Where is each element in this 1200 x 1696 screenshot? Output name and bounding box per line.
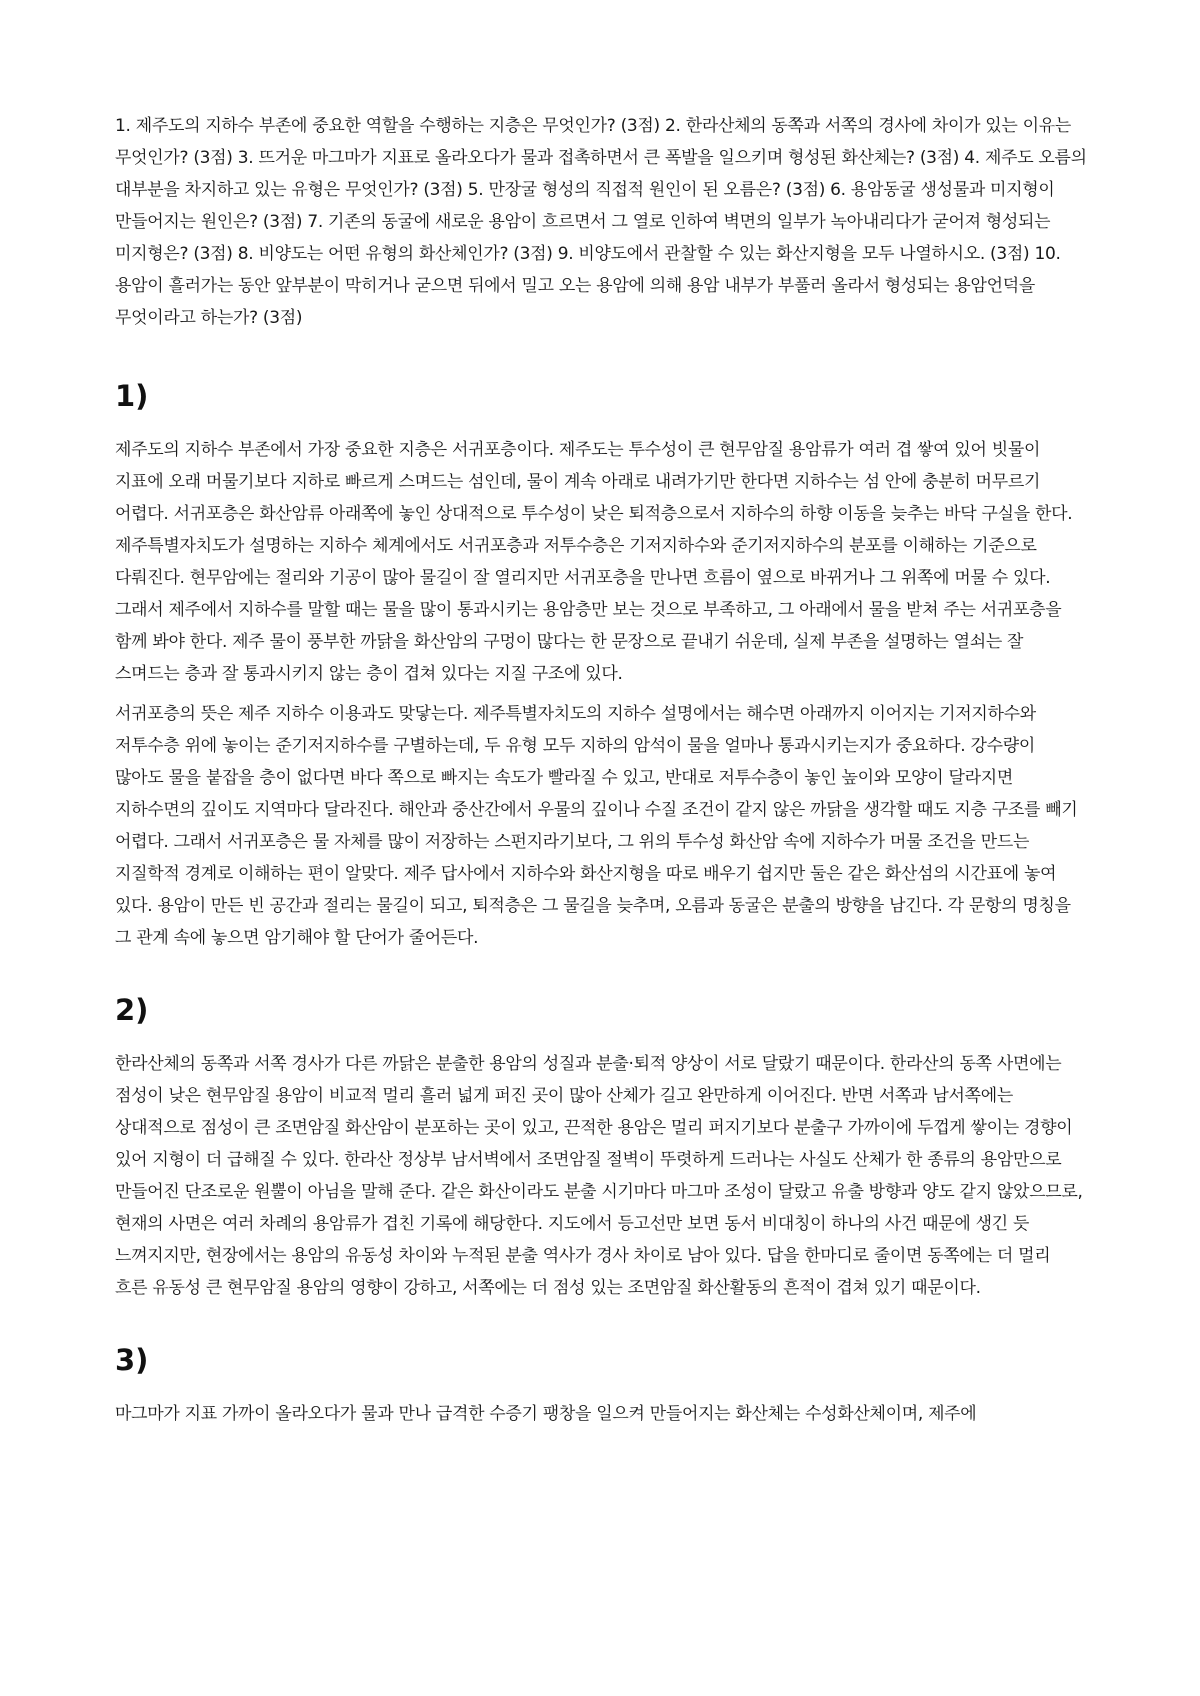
answer-paragraph: 한라산체의 동쪽과 서쪽 경사가 다른 까닭은 분출한 용암의 성질과 분출·퇴적 양상이 서로 달랐기 때문이다. 한라산의 동쪽 사면에는 점성이 낮은 현무암질 용암이 비교적 멀리 흘러 넓게 퍼진 곳이 많아 산체가 길고 완만하게 이어진다. 반면 서쪽과 남서쪽에는 상대적으로 점성이 큰 조면암질 화산암이 분포하는 곳이 있고, 끈적한 용암은 멀리 퍼지기보다 분출구 가까이에 두껍게 쌓이는 경향이 있어 지형이 더 급해질 수 있다. 한라산 정상부 남서벽에서 조면암질 절벽이 뚜렷하게 드러나는 사실도 산체가 한 종류의 용암만으로 만들어진 단조로운 원뿔이 아님을 말해 준다. 같은 화산이라도 분출 시기마다 마그마 조성이 달랐고 유출 방향과 양도 같지 않았으므로, 현재의 사면은 여러 차례의 용암류가 겹친 기록에 해당한다. 지도에서 등고선만 보면 동서 비대칭이 하나의 사건 때문에 생긴 듯 느껴지지만, 현장에서는 용암의 유동성 차이와 누적된 분출 역사가 경사 차이로 남아 있다. 답을 한마디로 줄이면 동쪽에는 더 멀리 흐른 유동성 큰 현무암질 용암의 영향이 강하고, 서쪽에는 더 점성 있는 조면암질 화산활동의 흔적이 겹쳐 있기 때문이다.	[115, 1054, 1083, 1298]
section-title: 3)	[115, 1343, 149, 1377]
question-list: 1. 제주도의 지하수 부존에 중요한 역할을 수행하는 지층은 무엇인가? (3점) 2. 한라산체의 동쪽과 서쪽의 경사에 차이가 있는 이유는 무엇인가? (3점) 3. 뜨거운 마그마가 지표로 올라오다가 물과 접촉하면서 큰 폭발을 일으키며 형성된 화산체는? (3점) 4. 제주도 오름의 대부분을 차지하고 있는 유형은 무엇인가? (3점) 5. 만장굴 형성의 직접적 원인이 된 오름은? (3점) 6. 용암동굴 생성물과 미지형이 만들어지는 원인은? (3점) 7. 기존의 동굴에 새로운 용암이 흐르면서 그 열로 인하여 벽면의 일부가 녹아내리다가 굳어져 형성되는 미지형은? (3점) 8. 비양도는 어떤 유형의 화산체인가? (3점) 9. 비양도에서 관찰할 수 있는 화산지형을 모두 나열하시오. (3점) 10. 용암이 흘러가는 동안 앞부분이 막히거나 굳으면 뒤에서 밀고 오는 용암에 의해 용암 내부가 부풀러 올라서 형성되는 용암언덕을 무엇이라고 하는가? (3점)	[115, 116, 1087, 328]
answer-paragraph: 제주도의 지하수 부존에서 가장 중요한 지층은 서귀포층이다. 제주도는 투수성이 큰 현무암질 용암류가 여러 겹 쌓여 있어 빗물이 지표에 오래 머물기보다 지하로 빠르게 스며드는 섬인데, 물이 계속 아래로 내려가기만 한다면 지하수는 섬 안에 충분히 머무르기 어렵다. 서귀포층은 화산암류 아래쪽에 놓인 상대적으로 투수성이 낮은 퇴적층으로서 지하수의 하향 이동을 늦추는 바닥 구실을 한다. 제주특별자치도가 설명하는 지하수 체계에서도 서귀포층과 저투수층은 기저지하수와 준기저지하수의 분포를 이해하는 기준으로 다뤄진다. 현무암에는 절리와 기공이 많아 물길이 잘 열리지만 서귀포층을 만나면 흐름이 옆으로 바뀌거나 그 위쪽에 머물 수 있다. 그래서 제주에서 지하수를 말할 때는 물을 많이 통과시키는 용암층만 보는 것으로 부족하고, 그 아래에서 물을 받쳐 주는 서귀포층을 함께 봐야 한다. 제주 물이 풍부한 까닭을 화산암의 구멍이 많다는 한 문장으로 끝내기 쉬운데, 실제 부존을 설명하는 열쇠는 잘 스며드는 층과 잘 통과시키지 않는 층이 겹쳐 있다는 지질 구조에 있다.	[115, 440, 1073, 684]
answer-paragraph: 서귀포층의 뜻은 제주 지하수 이용과도 맞닿는다. 제주특별자치도의 지하수 설명에서는 해수면 아래까지 이어지는 기저지하수와 저투수층 위에 놓이는 준기저지하수를 구별하는데, 두 유형 모두 지하의 암석이 물을 얼마나 통과시키는지가 중요하다. 강수량이 많아도 물을 붙잡을 층이 없다면 바다 쪽으로 빠지는 속도가 빨라질 수 있고, 반대로 저투수층이 놓인 높이와 모양이 달라지면 지하수면의 깊이도 지역마다 달라진다. 해안과 중산간에서 우물의 깊이나 수질 조건이 같지 않은 까닭을 생각할 때도 지층 구조를 빼기 어렵다. 그래서 서귀포층은 물 자체를 많이 저장하는 스펀지라기보다, 그 위의 투수성 화산암 속에 지하수가 머물 조건을 만드는 지질학적 경계로 이해하는 편이 알맞다. 제주 답사에서 지하수와 화산지형을 따로 배우기 쉽지만 둘은 같은 화산섬의 시간표에 놓여 있다. 용암이 만든 빈 공간과 절리는 물길이 되고, 퇴적층은 그 물길을 늦추며, 오름과 동굴은 분출의 방향을 남긴다. 각 문항의 명칭을 그 관계 속에 놓으면 암기해야 할 단어가 줄어든다.	[115, 704, 1078, 948]
section-title: 1)	[115, 379, 149, 413]
document-page	[115, 110, 1087, 1438]
answer-paragraph: 마그마가 지표 가까이 올라오다가 물과 만나 급격한 수증기 팽창을 일으켜 만들어지는 화산체는 수성화산체이며, 제주에	[115, 1404, 977, 1424]
section-title: 2)	[115, 993, 149, 1027]
